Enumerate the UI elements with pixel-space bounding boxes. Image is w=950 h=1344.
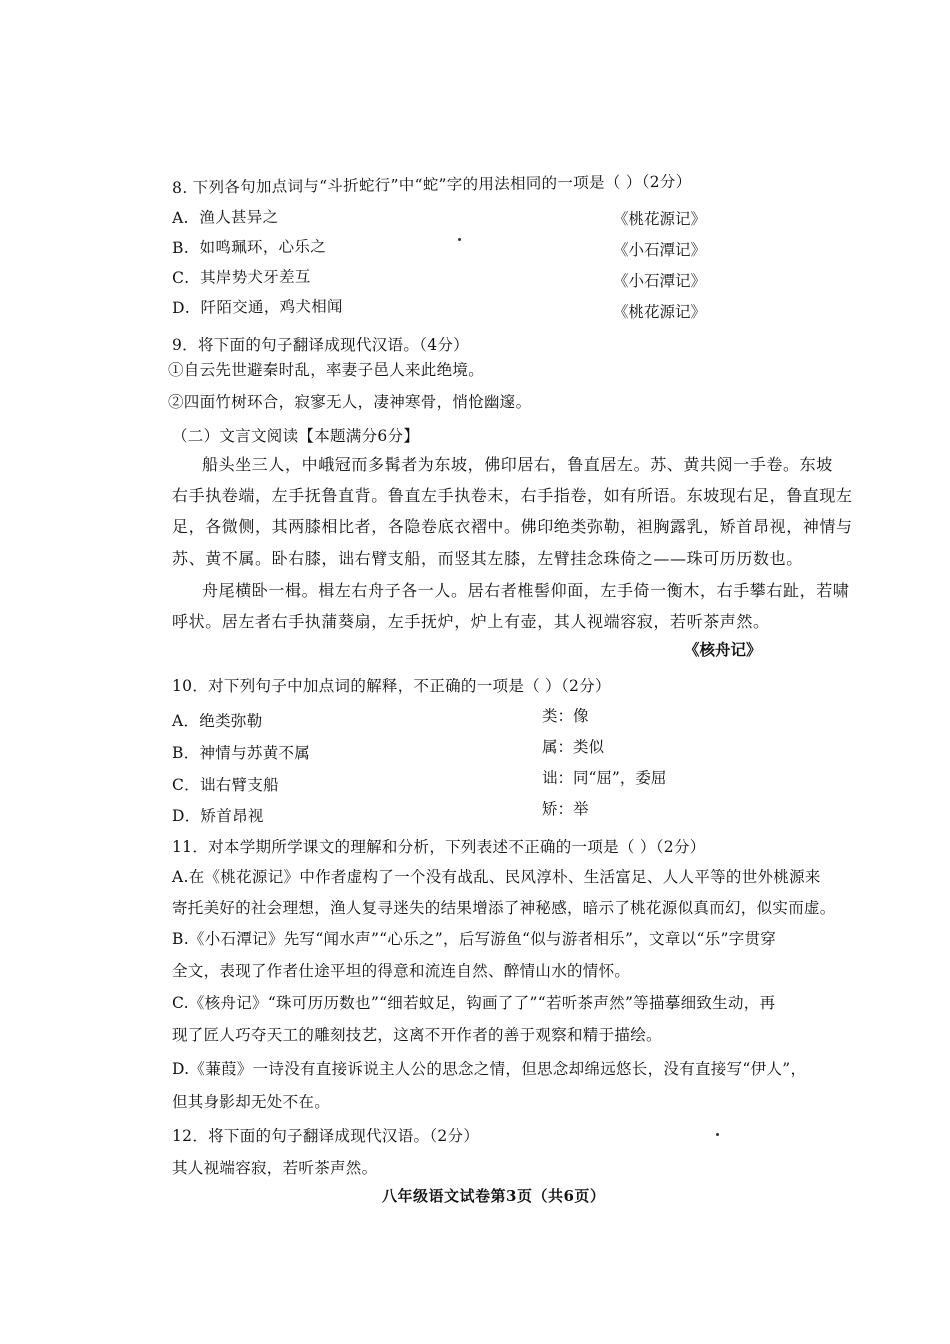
section2-heading: （二）文言文阅读【本题满分6分】 <box>172 427 420 445</box>
passage-line-6: 呼状。居左者右手执蒲葵扇，左手抚炉，炉上有壶，其人视端容寂，若听茶声然。 <box>172 612 770 631</box>
q10-option-a: A．绝类弥勒 <box>172 712 263 730</box>
passage-line-2: 右手执卷端，左手抚鲁直背。鲁直左手执卷末，右手指卷，如有所语。东坡现右足，鲁直现左 <box>172 486 853 505</box>
q10-option-b-gloss: 属：类似 <box>542 738 605 756</box>
passage-line-3: 足，各微侧，其两膝相比者，各隐卷底衣褶中。佛印绝类弥勒，袒胸露乳，矫首昂视，神情与 <box>172 517 853 536</box>
q8-option-c: C．其岸势犬牙差互 <box>172 267 311 287</box>
q12-stem: 12．将下面的句子翻译成现代汉语。（2分） <box>172 1127 480 1145</box>
q9-item-2: ②四面竹树环合，寂寥无人，凄神寒骨，悄怆幽邃。 <box>168 393 532 411</box>
q10-option-c: C．诎右臂支船 <box>172 776 279 794</box>
q10-option-c-gloss: 诎：同“屈”，委屈 <box>542 769 667 787</box>
passage-source: 《核舟记》 <box>684 640 762 659</box>
q8-option-b: B．如鸣珮环，心乐之 <box>172 237 327 257</box>
scan-speck <box>458 238 461 241</box>
passage-line-5: 舟尾横卧一楫。楫左右舟子各一人。居右者椎髻仰面，左手倚一衡木，右手攀右趾，若啸 <box>202 581 850 600</box>
q11-line-1: A.在《桃花源记》中作者虚构了一个没有战乱、民风淳朴、生活富足、人人平等的世外桃源来 <box>172 868 821 886</box>
q8-option-a: A．渔人甚异之 <box>172 208 279 227</box>
q8-option-a-source: 《桃花源记》 <box>613 210 707 228</box>
q11-stem: 11．对本学期所学课文的理解和分析，下列表述不正确的一项是（ ）（2分） <box>172 838 706 856</box>
q10-option-d-gloss: 矫：举 <box>542 800 589 818</box>
q10-option-a-gloss: 类：像 <box>542 707 589 725</box>
q11-line-7: D.《蒹葭》一诗没有直接诉说主人公的思念之情，但思念却绵远悠长，没有直接写“伊人”， <box>172 1060 807 1078</box>
q12-sentence: 其人视端容寂，若听茶声然。 <box>172 1159 378 1177</box>
q8-option-d: D．阡陌交通，鸡犬相闻 <box>172 297 343 317</box>
scan-speck <box>716 1133 719 1136</box>
q11-line-4: 全文，表现了作者仕途平坦的得意和流连自然、醉情山水的情怀。 <box>172 962 631 980</box>
q8-option-c-source: 《小石潭记》 <box>613 272 707 290</box>
q11-line-8: 但其身影却无处不在。 <box>172 1093 331 1111</box>
q10-option-b: B．神情与苏黄不属 <box>172 744 311 762</box>
q8-stem: 8. 下列各句加点词与“斗折蛇行”中“蛇”字的用法相同的一项是（ ）（2分） <box>172 172 692 197</box>
q9-item-1: ①自云先世避秦时乱，率妻子邑人来此绝境。 <box>168 361 485 379</box>
q8-option-b-source: 《小石潭记》 <box>613 241 707 259</box>
q11-line-2: 寄托美好的社会理想，渔人复寻迷失的结果增添了神秘感，暗示了桃花源似真而幻，似实而虚。 <box>172 899 836 917</box>
q11-line-6: 现了匠人巧夺天工的雕刻技艺，这离不开作者的善于观察和精于描绘。 <box>172 1026 662 1044</box>
passage-line-1: 船头坐三人，中峨冠而多髯者为东坡，佛印居右，鲁直居左。苏、黄共阅一手卷。东坡 <box>202 455 833 474</box>
q10-option-d: D．矫首昂视 <box>172 807 264 825</box>
q11-line-3: B.《小石潭记》先写“闻水声”“心乐之”，后写游鱼“似与游者相乐”，文章以“乐”字贯穿 <box>172 930 777 948</box>
q8-option-d-source: 《桃花源记》 <box>613 303 707 321</box>
passage-line-4: 苏、黄不属。卧右膝，诎右臂支船，而竖其左膝，左臂挂念珠倚之——珠可历历数也。 <box>172 549 803 568</box>
q9-stem: 9．将下面的句子翻译成现代汉语。（4分） <box>172 336 469 354</box>
q10-stem: 10．对下列句子中加点词的解释，不正确的一项是（ ）（2分） <box>172 677 611 695</box>
q11-line-5: C.《核舟记》“珠可历历数也”“细若蚊足，钩画了了”“若听茶声然”等描摹细致生动，再 <box>172 994 776 1012</box>
page-footer: 八年级语文试卷第3页（共6页） <box>382 1187 606 1205</box>
